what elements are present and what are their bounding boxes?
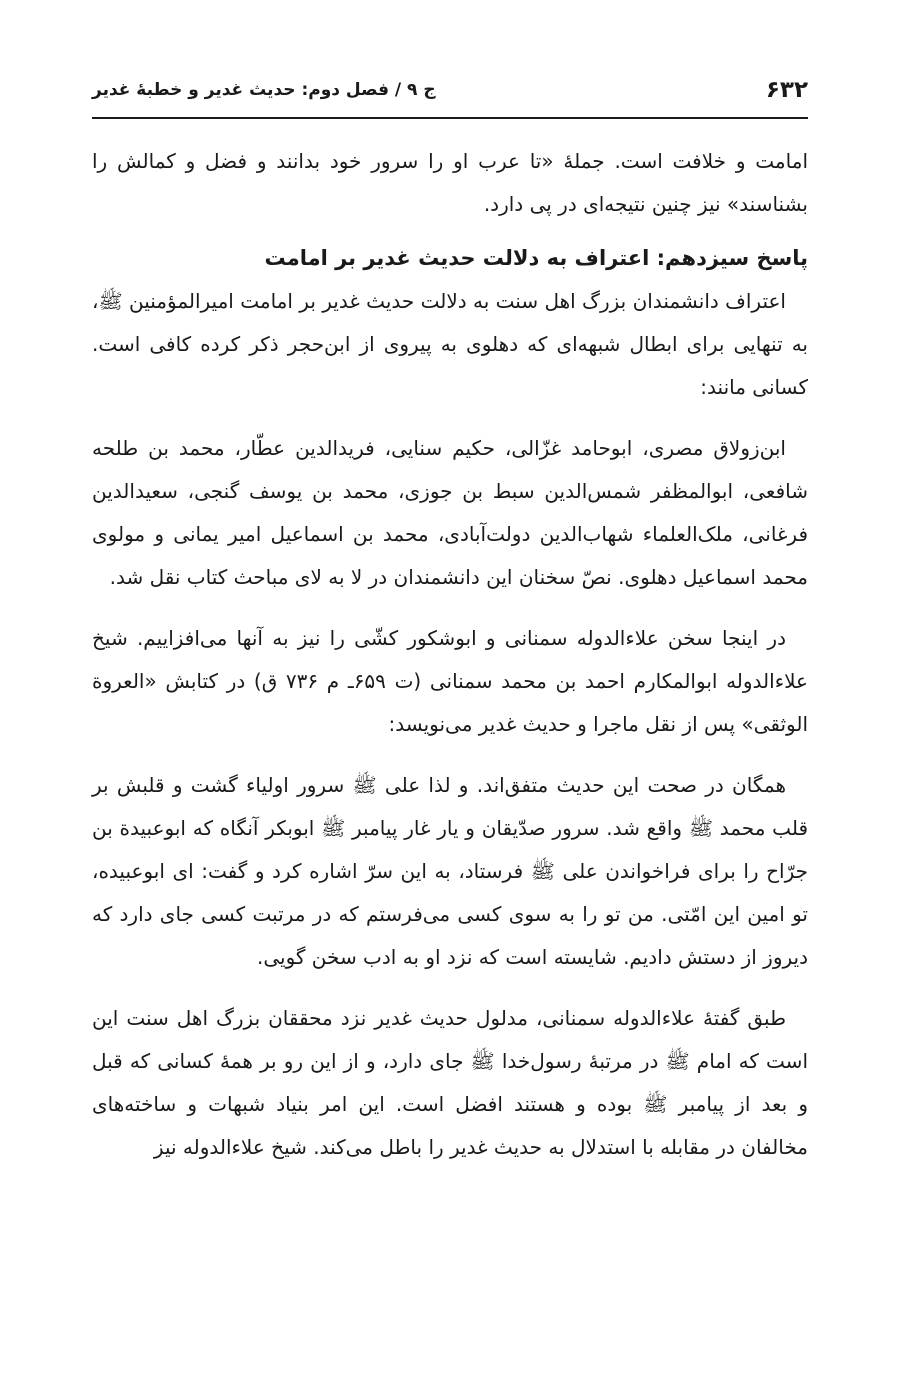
page <box>92 0 808 1390</box>
running-head <box>92 70 808 110</box>
paragraph-intro: اعتراف دانشمندان بزرگ اهل سنت به دلالت حدیث غدیر بر امامت امیرالمؤمنین ﷺ، به تنهایی برای ابطال شبهه‌ای که دهلوی به پیروی از ابن‌حجر ذکر کرده کافی است. کسانی مانند: <box>92 289 808 399</box>
page-body <box>92 140 808 1169</box>
paragraph-scholars-list: ابن‌زولاق مصری، ابوحامد غزّالی، حکیم سنایی، فریدالدین عطّار، محمد بن طلحه شافعی، ابوالمظفر شمس‌الدین سبط بن جوزی، محمد بن یوسف گنجی، سعیدالدین فرغانی، ملک‌العلماء شهاب‌الدین دولت‌آبادی، محمد بن اسماعیل امیر یمانی و مولوی محمد اسماعیل دهلوی. نصّ سخنان این دانشمندان در لا به لای مباحث کتاب نقل شد. <box>92 436 808 589</box>
paragraph-semnani-intro: در اینجا سخن علاءالدوله سمنانی و ابوشکور کشّی را نیز به آنها می‌افزاییم. شیخ علاءالدوله ابوالمکارم احمد بن محمد سمنانی (ت ۶۵۹ـ م ۷۳۶ ق) در کتابش «العروة الوثقی» پس از نقل ماجرا و حدیث غدیر می‌نویسد: <box>92 626 808 736</box>
quotation-urwat-al-wuthqa: همگان در صحت این حدیث متفق‌اند. و لذا علی ﷺ سرور اولیاء گشت و قلبش بر قلب محمد ﷺ واقع شد. سرور صدّیقان و یار غار پیامبر ﷺ ابوبکر آنگاه که ابوعبیدة بن جرّاح را برای فراخواندن علی ﷺ فرستاد، به این سرّ اشاره کرد و گفت: ای ابوعبیده، تو امین این امّتی. من تو را به سوی کسی می‌فرستم که در مرتبت کسی جای دارد که دیروز از دستش دادیم. شایسته است که نزد او به ادب سخن گویی. <box>92 773 808 969</box>
header-rule <box>92 117 808 119</box>
running-title: ج ۹ / فصل دوم: حدیث غدیر و خطبهٔ غدیر <box>92 80 436 100</box>
paragraph-continuation: امامت و خلافت است. جملهٔ «تا عرب او را سرور خود بدانند و فضل و کمالش را بشناسند» نیز چنین نتیجه‌ای در پی دارد. <box>92 149 808 216</box>
paragraph-conclusion: طبق گفتهٔ علاءالدوله سمنانی، مدلول حدیث غدیر نزد محققان بزرگ اهل سنت این است که امام ﷺ در مرتبهٔ رسول‌خدا ﷺ جای دارد، و از این رو بر همهٔ کسانی که قبل و بعد از پیامبر ﷺ بوده و هستند افضل است. این امر بنیاد شبهات و ساخته‌های مخالفان در مقابله با استدلال به حدیث غدیر را باطل می‌کند. شیخ علاءالدوله نیز <box>92 1006 808 1159</box>
page-number: ۶۳۲ <box>765 77 808 103</box>
section-heading: پاسخ سیزدهم: اعتراف به دلالت حدیث غدیر بر امامت <box>264 246 808 270</box>
